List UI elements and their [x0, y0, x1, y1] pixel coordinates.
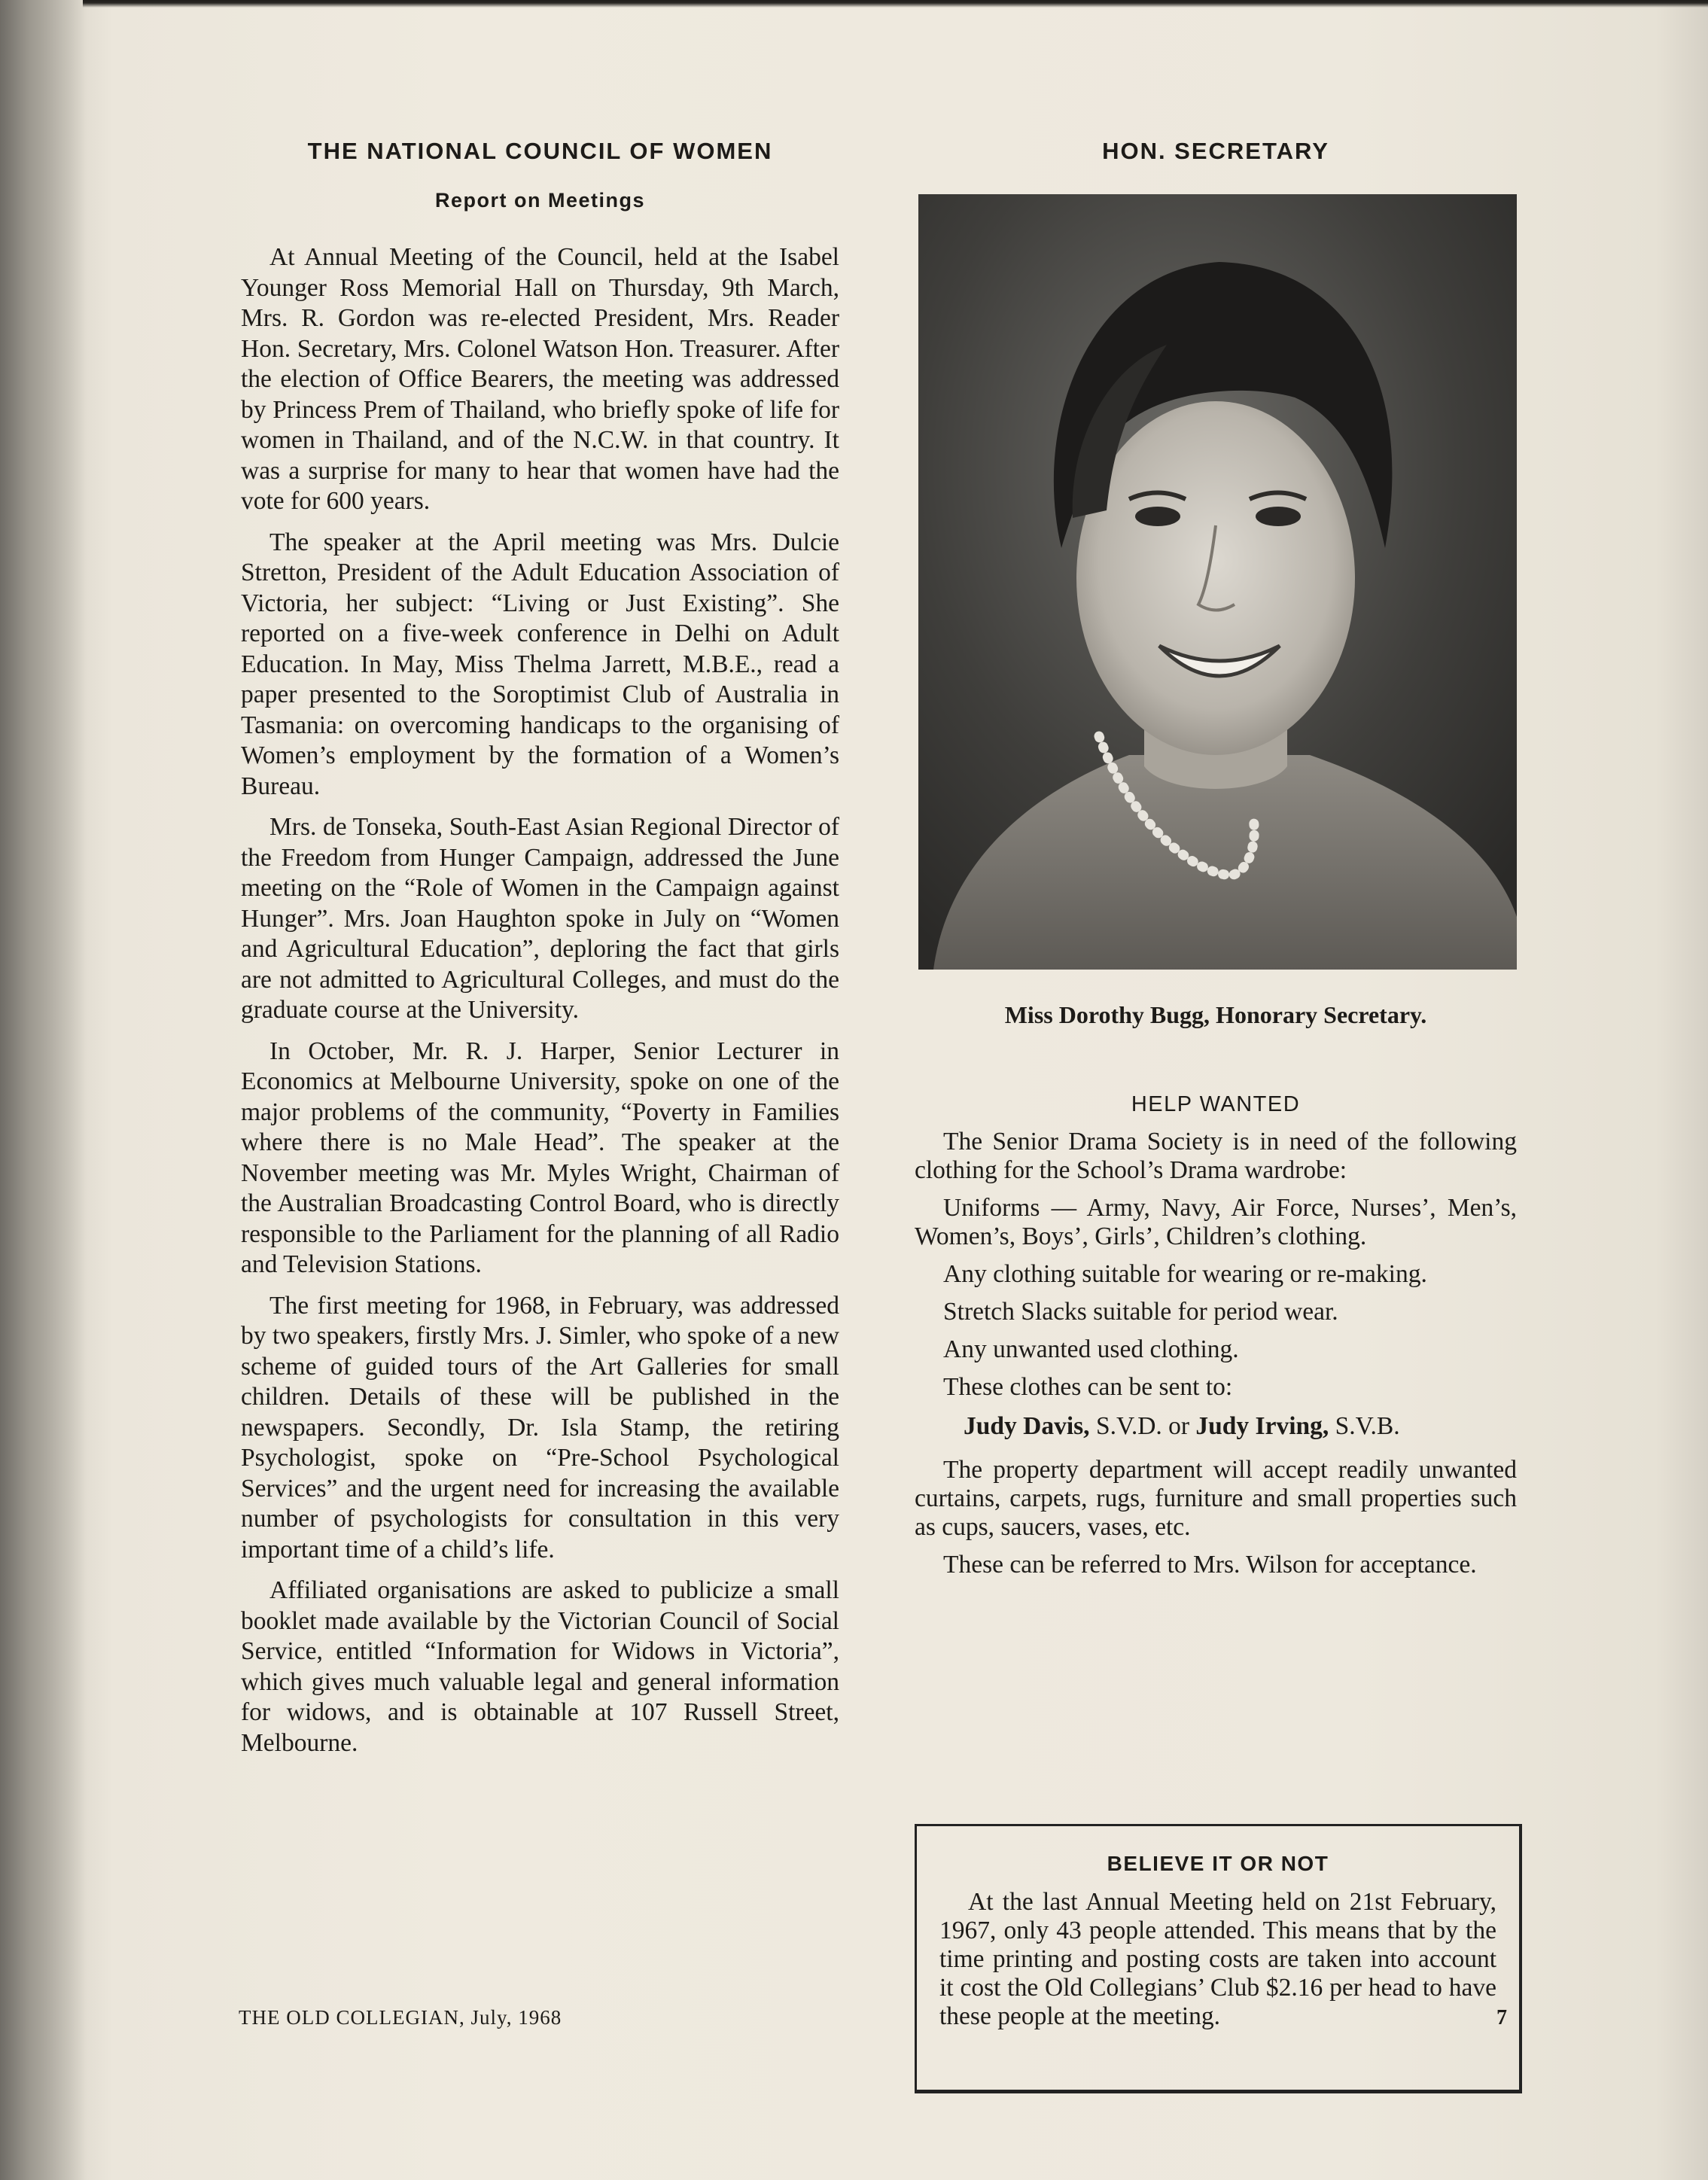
article-title: THE NATIONAL COUNCIL OF WOMEN: [307, 138, 773, 164]
binding-shadow: [0, 0, 87, 2180]
article-paragraph: In October, Mr. R. J. Harper, Senior Lecturer in Economics at Melbourne University, spoke on one of the major problems of the community, “Poverty in Families where there is no Male Head”. The speaker at the November meeting was Mr. Myles Wright, Chairman of the Australian Broadcasting Control Board, who is directly responsible to the Parliament for the planning of all Radio and Television Stations.: [241, 1037, 839, 1278]
article-paragraph: The speaker at the April meeting was Mrs. Dulcie Stretton, President of the Adult Education Association of Victoria, her subject: “Living or Just Existing”. She reported on a five-week conference in Delhi on Adult Education. In May, Miss Thelma Jarrett, M.B.E., read a paper presented to the Soroptimist Club of Australia in Tasmania: on overcoming handicaps to the organising of Women’s employment by the formation of a Women’s Bureau.: [241, 528, 839, 800]
referral-text: These can be referred to Mrs. Wilson for acceptance.: [943, 1551, 1477, 1579]
article-body: [241, 242, 839, 1758]
believe-text: At the last Annual Meeting held on 21st February, 1967, only 43 people attended. This means that by the time printing and posting costs are taken into account it cost the Old Collegians’ Club $2.16 per head to have these people at the meeting.: [939, 1888, 1496, 2030]
contact-name: Judy Irving,: [1195, 1412, 1329, 1440]
contact-or: or: [1168, 1412, 1190, 1440]
believe-title: BELIEVE IT OR NOT: [1107, 1852, 1329, 1875]
contact-house: S.V.B.: [1335, 1412, 1400, 1440]
ncw-article: [241, 134, 839, 1769]
top-edge-rule: [83, 0, 1708, 8]
page-number: 7: [1496, 2006, 1507, 2029]
portrait-photo: [918, 194, 1517, 970]
help-item: Any clothing suitable for wearing or re-making.: [943, 1260, 1427, 1288]
article-paragraph: Affiliated organisations are asked to publicize a small booklet made available by the Victorian Council of Social Service, entitled “Information for Widows in Victoria”, which gives much valuable legal and general information for widows, and is obtainable at 107 Russell Street, Melbourne.: [241, 1576, 839, 1757]
property-text: The property department will accept readily unwanted curtains, carpets, rugs, furniture and small properties such as cups, saucers, vases, etc.: [915, 1456, 1517, 1541]
help-wanted-title: HELP WANTED: [1131, 1092, 1301, 1116]
portrait-image: [918, 194, 1517, 970]
photo-caption: Miss Dorothy Bugg, Honorary Secretary.: [1004, 1001, 1427, 1028]
hon-secretary-title: HON. SECRETARY: [1102, 138, 1329, 164]
article-paragraph: At Annual Meeting of the Council, held at the Isabel Younger Ross Memorial Hall on Thursday, 9th March, Mrs. R. Gordon was re-elected President, Mrs. Reader Hon. Secretary, Mrs. Colonel Watson Hon. Treasurer. After the election of Office Bearers, the meeting was addressed by Princess Prem of Thailand, who briefly spoke of life for women in Thailand, and of the N.C.W. in that country. It was a surprise for many to hear that women have had the vote for 600 years.: [241, 243, 839, 515]
contact-name: Judy Davis,: [964, 1412, 1090, 1440]
contact-line: [915, 1412, 1517, 1441]
right-column: [915, 134, 1517, 2030]
help-item: Stretch Slacks suitable for period wear.: [943, 1298, 1338, 1326]
article-paragraph: Mrs. de Tonseka, South-East Asian Regional Director of the Freedom from Hunger Campaign, addressed the June meeting on the “Role of Women in the Campaign against Hunger”. Mrs. Joan Haughton spoke in July on “Women and Agricultural Education”, deploring the fact that girls are not admitted to Agricultural Colleges, and must do the graduate course at the University.: [241, 813, 839, 1024]
help-item: Any unwanted used clothing.: [943, 1335, 1239, 1363]
help-intro: The Senior Drama Society is in need of the following clothing for the School’s Drama wardrobe:: [915, 1128, 1517, 1184]
believe-it-or-not-box: [915, 1824, 1522, 2093]
article-subtitle: Report on Meetings: [434, 189, 645, 212]
help-item: Uniforms — Army, Navy, Air Force, Nurses’, Men’s, Women’s, Boys’, Girls’, Children’s clothing.: [915, 1194, 1517, 1250]
help-item: These clothes can be sent to:: [943, 1373, 1233, 1401]
article-paragraph: The first meeting for 1968, in February, was addressed by two speakers, firstly Mrs. J. Simler, who spoke of a new scheme of guided tours of the Art Galleries for small children. Details of these will be published in the newspapers. Secondly, Dr. Isla Stamp, the retiring Psychologist, spoke on “Pre-School Psychological Services” and the urgent need for increasing the available number of psychologists for consultation in this very important time of a child’s life.: [241, 1291, 839, 1563]
contact-house: S.V.D.: [1095, 1412, 1162, 1440]
help-wanted-section: [915, 1088, 1517, 1588]
footer-publication: THE OLD COLLEGIAN, July, 1968: [239, 2006, 562, 2029]
